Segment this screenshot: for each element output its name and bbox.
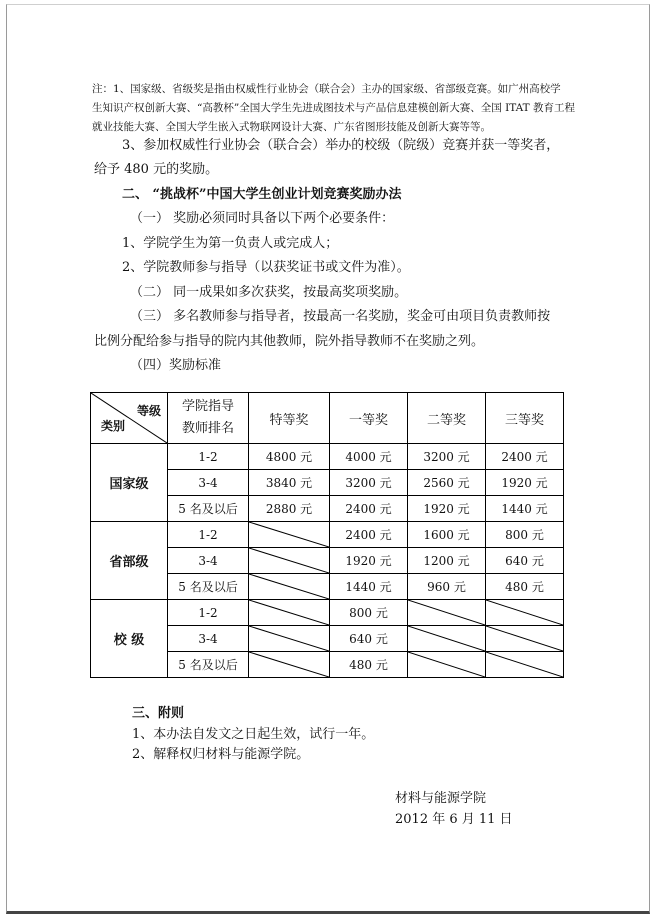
category-label: 类别 <box>101 419 126 433</box>
amount-cell: 960 元 <box>408 574 486 600</box>
empty-slash-cell <box>486 626 564 652</box>
amount-cell: 3200 元 <box>408 444 486 470</box>
amount-cell: 2880 元 <box>249 496 330 522</box>
rank-cell: 1-2 <box>168 522 249 548</box>
note-line-1: 注：1、国家级、省级奖是指由权威性行业协会（联合会）主办的国家级、省部级竞赛。如广州高校学 <box>92 83 561 95</box>
condition-3-line-2: 比例分配给参与指导的院内其他教师，院外指导教师不在奖励之列。 <box>94 334 485 349</box>
section2-heading: 二、 “挑战杯”中国大学生创业计划竞赛奖励办法 <box>122 187 402 202</box>
rank-cell: 3-4 <box>168 626 249 652</box>
amount-cell: 1440 元 <box>330 574 408 600</box>
rank-cell: 3-4 <box>168 548 249 574</box>
amount-cell: 640 元 <box>486 548 564 574</box>
empty-slash-cell <box>249 626 330 652</box>
category-cell: 省部级 <box>91 522 168 600</box>
amount-cell: 4800 元 <box>249 444 330 470</box>
empty-slash-cell <box>249 574 330 600</box>
diagonal-header-cell <box>91 393 168 444</box>
item3-line-2: 给予 480 元的奖励。 <box>94 162 219 177</box>
amount-cell: 2400 元 <box>330 522 408 548</box>
amount-cell: 1440 元 <box>486 496 564 522</box>
rank-header-line-1: 学院指导 <box>181 399 234 414</box>
award-table <box>90 392 564 678</box>
signature-date: 2012 年 6 月 11 日 <box>395 812 513 827</box>
amount-cell: 800 元 <box>330 600 408 626</box>
amount-cell: 3200 元 <box>330 470 408 496</box>
amount-cell: 1920 元 <box>486 470 564 496</box>
table-row <box>91 444 564 470</box>
amount-cell: 800 元 <box>486 522 564 548</box>
rank-cell: 1-2 <box>168 444 249 470</box>
amount-cell: 480 元 <box>486 574 564 600</box>
condition-1b: 2、学院教师参与指导（以获奖证书或文件为准）。 <box>122 260 410 275</box>
grade-label: 等级 <box>136 404 161 418</box>
rank-cell: 5 名及以后 <box>168 574 249 600</box>
rank-header <box>168 393 249 444</box>
table-row <box>91 600 564 626</box>
amount-cell: 480 元 <box>330 652 408 678</box>
condition-1a: 1、学院学生为第一负责人或完成人； <box>122 236 339 251</box>
column-header: 二等奖 <box>408 393 486 444</box>
column-header: 一等奖 <box>330 393 408 444</box>
amount-cell: 1600 元 <box>408 522 486 548</box>
note-line-3: 就业技能大赛、全国大学生嵌入式物联网设计大赛、广东省图形技能及创新大赛等等。 <box>92 121 491 133</box>
condition-1: （一） 奖励必须同时具备以下两个必要条件： <box>130 211 395 226</box>
empty-slash-cell <box>408 652 486 678</box>
empty-slash-cell <box>249 600 330 626</box>
column-header: 三等奖 <box>486 393 564 444</box>
appendix-item-1: 1、本办法自发文之日起生效，试行一年。 <box>132 727 375 742</box>
rank-header-line-2: 教师排名 <box>181 421 234 436</box>
column-header: 特等奖 <box>249 393 330 444</box>
category-cell: 校 级 <box>91 600 168 678</box>
signature-org: 材料与能源学院 <box>395 791 487 806</box>
rank-cell: 5 名及以后 <box>168 652 249 678</box>
empty-slash-cell <box>249 522 330 548</box>
empty-slash-cell <box>408 600 486 626</box>
empty-slash-cell <box>408 626 486 652</box>
amount-cell: 1200 元 <box>408 548 486 574</box>
rank-cell: 5 名及以后 <box>168 496 249 522</box>
condition-2: （二） 同一成果如多次获奖，按最高奖项奖励。 <box>130 285 408 300</box>
empty-slash-cell <box>249 548 330 574</box>
amount-cell: 640 元 <box>330 626 408 652</box>
amount-cell: 2560 元 <box>408 470 486 496</box>
rank-cell: 3-4 <box>168 470 249 496</box>
empty-slash-cell <box>486 652 564 678</box>
amount-cell: 2400 元 <box>330 496 408 522</box>
table-row <box>91 522 564 548</box>
table-header-row <box>91 393 564 444</box>
empty-slash-cell <box>486 600 564 626</box>
amount-cell: 1920 元 <box>408 496 486 522</box>
rank-cell: 1-2 <box>168 600 249 626</box>
amount-cell: 1920 元 <box>330 548 408 574</box>
note-line-2: 生知识产权创新大赛、“高教杯”全国大学生先进成图技术与产品信息建模创新大赛、全国 ITAT 教育工程 <box>92 102 575 114</box>
amount-cell: 4000 元 <box>330 444 408 470</box>
amount-cell: 3840 元 <box>249 470 330 496</box>
category-cell: 国家级 <box>91 444 168 522</box>
amount-cell: 2400 元 <box>486 444 564 470</box>
item3-line-1: 3、参加权威性行业协会（联合会）举办的校级（院级）竞赛并获一等奖者， <box>122 138 560 153</box>
appendix-item-2: 2、解释权归材料与能源学院。 <box>132 747 310 762</box>
condition-4: （四）奖励标准 <box>130 358 222 373</box>
section3-heading: 三、附则 <box>132 706 185 721</box>
condition-3-line-1: （三） 多名教师参与指导者，按最高一名奖励，奖金可由项目负责教师按 <box>130 309 551 324</box>
empty-slash-cell <box>249 652 330 678</box>
